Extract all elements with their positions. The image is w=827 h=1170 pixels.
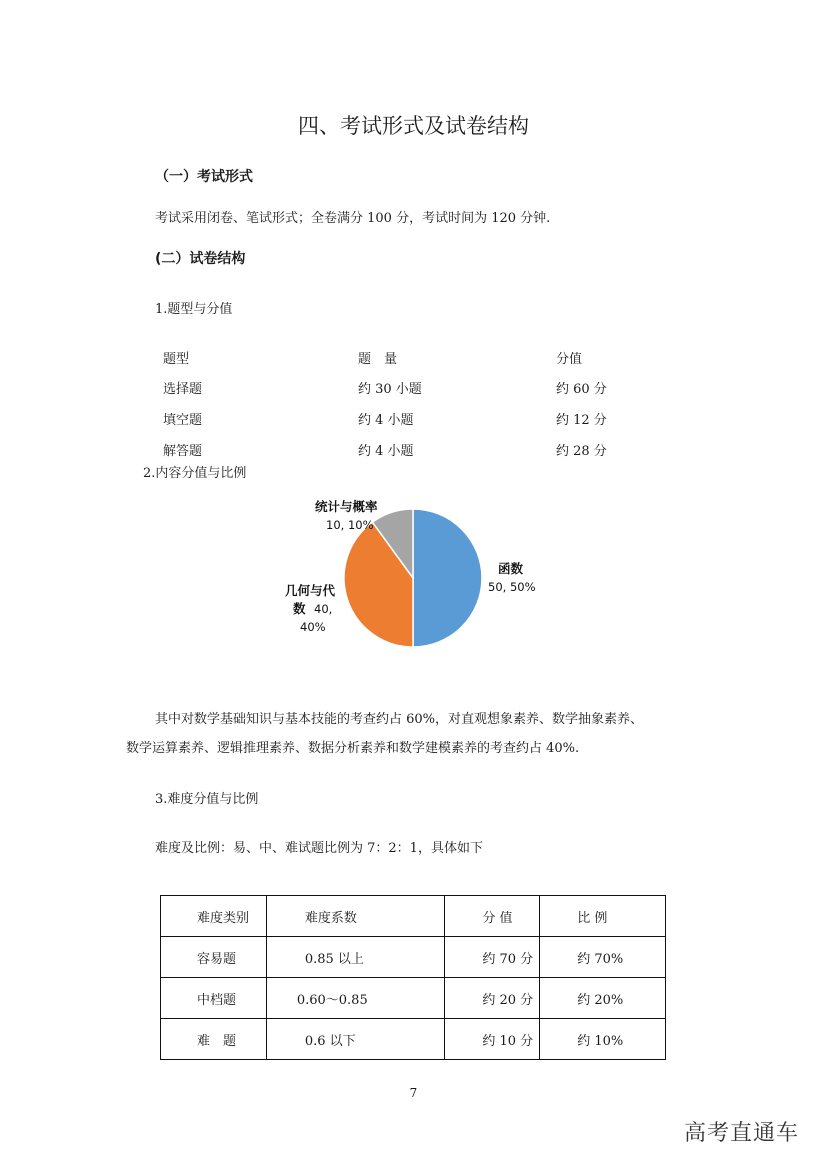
table-cell: 约 4 小题 [358, 444, 414, 459]
table-row [161, 978, 666, 1019]
section-heading-paper-structure: (二）试卷结构 [155, 251, 246, 267]
difficulty-ratio-text: 难度及比例：易、中、难试题比例为 7：2：1，具体如下 [155, 841, 483, 856]
paragraph-line-1: 其中对数学基础知识与基本技能的考查约占 60%，对直观想象素养、数学抽象素养、 [155, 712, 644, 727]
pie-label-geometry-name-line2: 数 [293, 601, 306, 616]
table-cell: 约 28 分 [556, 444, 607, 459]
table-row [161, 1019, 666, 1060]
table-header: 难度类别 [161, 896, 267, 937]
table-row [161, 937, 666, 978]
table-header: 分值 [556, 352, 583, 367]
table-header: 题型 [163, 352, 190, 367]
table-header: 比 例 [540, 896, 666, 937]
table-row [161, 896, 666, 937]
table-cell: 约 12 分 [556, 413, 607, 428]
table-cell: 约 70 分 [445, 937, 540, 978]
pie-label-geometry-name-line1: 几何与代 [285, 583, 336, 598]
subheading-difficulty: 3.难度分值与比例 [155, 792, 259, 807]
difficulty-table [160, 895, 666, 1060]
table-cell: 约 20 分 [445, 978, 540, 1019]
page-title: 四、考试形式及试卷结构 [298, 114, 529, 138]
subheading-question-types: 1.题型与分值 [155, 302, 233, 317]
table-cell: 约 60 分 [556, 382, 607, 397]
pie-label-statistics-value: 10, 10% [326, 518, 374, 532]
table-cell: 选择题 [163, 382, 203, 397]
subheading-content-ratio: 2.内容分值与比例 [143, 466, 247, 481]
paragraph-line-2: 数学运算素养、逻辑推理素养、数据分析素养和数学建模素养的考查约占 40%. [126, 741, 580, 756]
table-cell: 约 4 小题 [358, 413, 414, 428]
section-heading-exam-form: （一）考试形式 [155, 169, 253, 185]
table-cell: 难 题 [161, 1019, 267, 1060]
table-cell: 约 30 小题 [358, 382, 422, 397]
page-number: 7 [409, 1086, 418, 1100]
pie-label-statistics-name: 统计与概率 [315, 499, 378, 514]
table-cell: 0.85 以上 [266, 937, 445, 978]
table-cell: 0.60～0.85 [266, 978, 445, 1019]
exam-form-text: 考试采用闭卷、笔试形式；全卷满分 100 分，考试时间为 120 分钟. [155, 211, 551, 226]
table-cell: 容易题 [161, 937, 267, 978]
table-cell: 约 10% [540, 1019, 666, 1060]
table-cell: 约 70% [540, 937, 666, 978]
pie-slice-function [413, 509, 482, 647]
table-cell: 解答题 [163, 444, 203, 459]
table-cell: 填空题 [163, 413, 203, 428]
table-cell: 约 10 分 [445, 1019, 540, 1060]
table-cell: 中档题 [161, 978, 267, 1019]
pie-label-geometry-value-line2: 40% [300, 620, 326, 634]
pie-label-function-name: 函数 [498, 561, 524, 576]
content-ratio-pie-chart [0, 490, 827, 690]
table-cell: 0.6 以下 [266, 1019, 445, 1060]
table-header: 题 量 [358, 352, 398, 367]
table-header: 难度系数 [266, 896, 445, 937]
table-header: 分 值 [445, 896, 540, 937]
table-cell: 约 20% [540, 978, 666, 1019]
watermark-logo-text: 高考直通车 [683, 1121, 799, 1146]
pie-label-geometry-value-line1: 40, [314, 602, 333, 616]
pie-label-function-value: 50, 50% [488, 580, 536, 594]
